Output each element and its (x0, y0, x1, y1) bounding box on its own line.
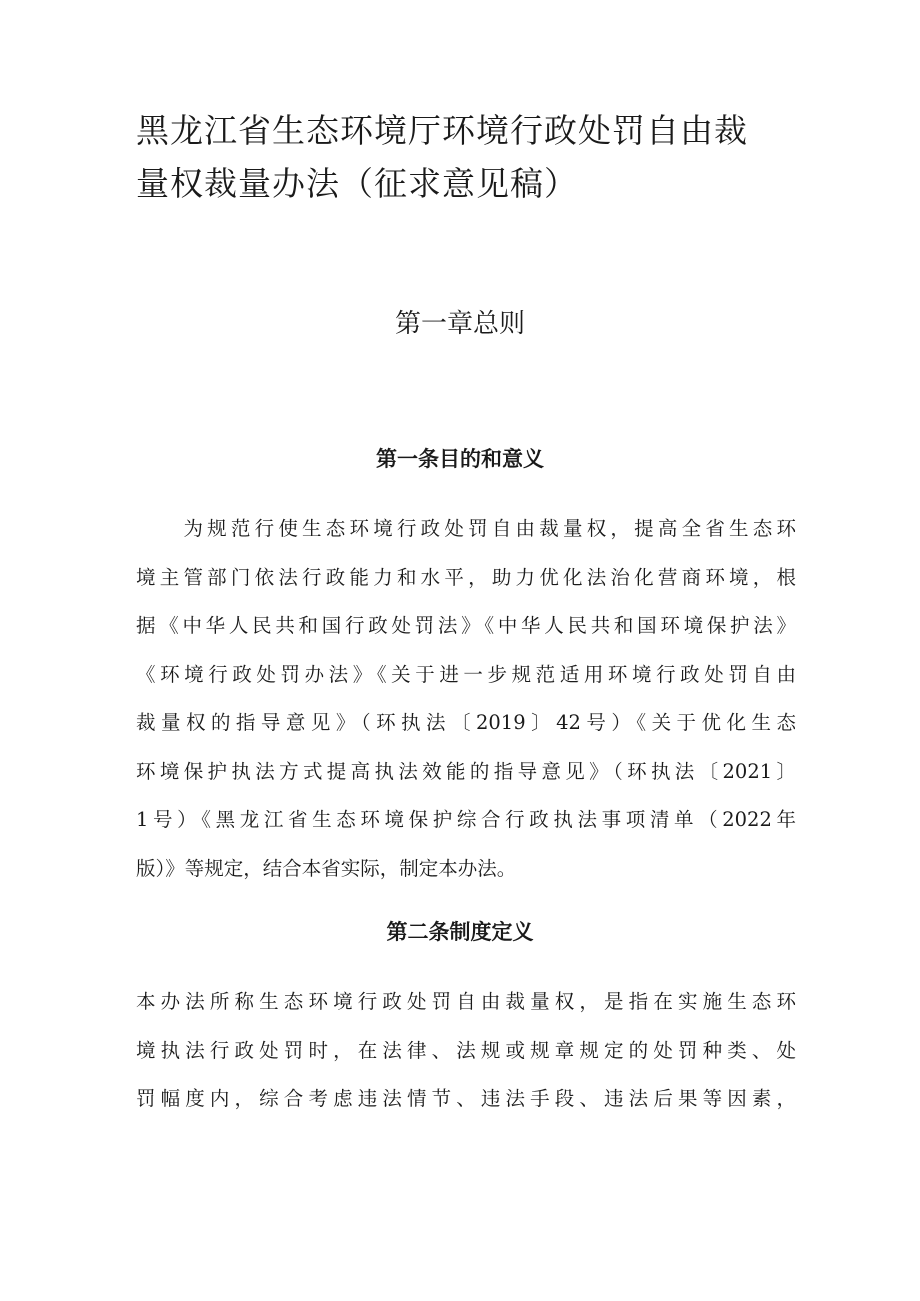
article-2-line-2: 境执法行政处罚时，在法律、法规或规章规定的处罚种类、处 (136, 1038, 796, 1062)
article-1-line-5: 裁量权的指导意见》（环执法〔2019〕42号）《关于优化生态 (136, 711, 796, 734)
chapter-heading: 第一章总则 (394, 309, 525, 339)
article-1-body (136, 505, 796, 893)
article-2-line-3: 罚幅度内，综合考虑违法情节、违法手段、违法后果等因素， (136, 1087, 796, 1110)
document-title-line-1: 黑龙江省生态环境厅环境行政处罚自由裁 (136, 111, 748, 150)
article-1-line-2: 境主管部门依法行政能力和水平，助力优化法治化营商环境，根 (136, 565, 796, 589)
article-1-line-1: 为规范行使生态环境行政处罚自由裁量权，提高全省生态环 (136, 517, 796, 540)
article-1-heading: 第一条目的和意义 (376, 447, 544, 471)
article-1-line-4: 《环境行政处罚办法》《关于进一步规范适用环境行政处罚自由 (136, 662, 796, 686)
document-title-line-2: 量权裁量办法（征求意见稿） (136, 164, 578, 203)
document-title (136, 104, 786, 210)
article-2-heading: 第二条制度定义 (386, 920, 534, 944)
article-1-line-7: 1号）《黑龙江省生态环境保护综合行政执法事项清单（2022年 (136, 808, 796, 831)
article-2-body (136, 978, 796, 1124)
article-2-line-1: 本办法所称生态环境行政处罚自由裁量权，是指在实施生态环 (136, 990, 796, 1013)
article-1-line-3: 据《中华人民共和国行政处罚法》《中华人民共和国环境保护法》 (136, 614, 796, 637)
article-1-line-6: 环境保护执法方式提高执法效能的指导意见》（环执法〔2021〕 (136, 759, 796, 783)
article-1-line-8: 版）》等规定，结合本省实际，制定本办法。 (136, 856, 517, 880)
